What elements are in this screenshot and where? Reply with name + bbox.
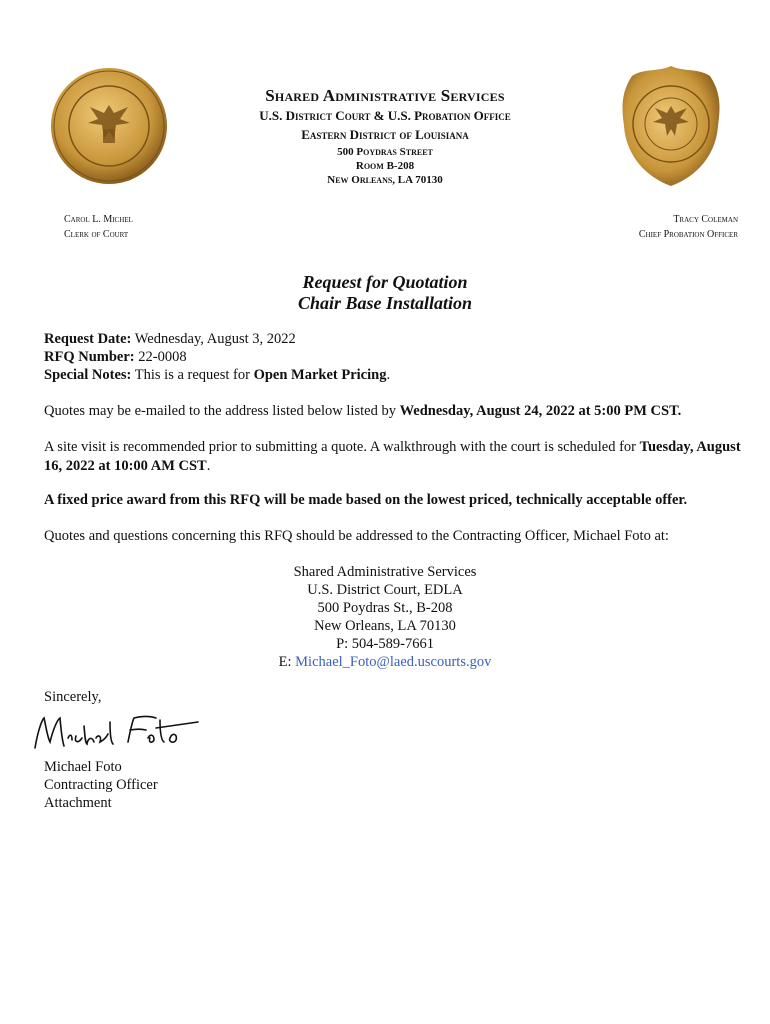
email-label: E: xyxy=(278,654,292,670)
title-line-1: Request for Quotation xyxy=(302,272,468,292)
probation-officer-title: Chief Probation Officer xyxy=(638,229,738,240)
email-link[interactable]: Michael_Foto@laed.uscourts.gov xyxy=(295,654,492,670)
signer-title: Contracting Officer xyxy=(44,777,158,793)
header-district: Eastern District of Louisiana xyxy=(301,127,469,142)
request-date-value: Wednesday, August 3, 2022 xyxy=(134,331,296,347)
header-room: Room B-208 xyxy=(355,160,415,172)
salutation: Sincerely, xyxy=(44,689,102,705)
site-visit-date: Tuesday, August 16, 2022 at 10:00 AM CST xyxy=(44,439,741,474)
probation-officer-block xyxy=(639,212,738,242)
request-date-label: Request Date: xyxy=(44,331,132,347)
handwritten-signature xyxy=(30,708,200,758)
award-paragraph xyxy=(44,491,744,510)
address-line-2: U.S. District Court, EDLA xyxy=(307,582,463,598)
rfq-number-value: 22-0008 xyxy=(138,349,187,365)
special-notes-field xyxy=(44,366,390,384)
request-date-field xyxy=(44,330,296,348)
header-court-office: U.S. District Court & U.S. Probation Office xyxy=(259,108,511,123)
site-visit-paragraph xyxy=(44,438,744,476)
clerk-block xyxy=(64,212,133,242)
signer-name: Michael Foto xyxy=(44,759,122,775)
address-line-1: Shared Administrative Services xyxy=(293,564,477,580)
probation-officer-name: Tracy Coleman xyxy=(673,214,738,225)
contracting-address-block xyxy=(0,563,770,671)
site-visit-suffix: . xyxy=(206,458,211,474)
special-notes-prefix: This is a request for xyxy=(134,367,250,383)
address-phone: P: 504-589-7661 xyxy=(336,636,434,652)
title-line-2: Chair Base Installation xyxy=(297,293,473,313)
contact-paragraph xyxy=(44,527,744,546)
special-notes-suffix: . xyxy=(386,367,391,383)
document-title xyxy=(0,272,770,314)
rfq-number-field xyxy=(44,348,187,366)
clerk-name: Carol L. Michel xyxy=(64,214,133,225)
clerk-title: Clerk of Court xyxy=(64,229,129,240)
contact-text: Quotes and questions concerning this RFQ should be addressed to the Contracting Officer, Michael Foto at: xyxy=(44,528,669,544)
header-street: 500 Poydras Street xyxy=(337,146,433,158)
header-city: New Orleans, LA 70130 xyxy=(327,174,443,186)
award-text: A fixed price award from this RFQ will be made based on the lowest priced, technically acceptable offer. xyxy=(44,492,688,508)
address-line-4: New Orleans, LA 70130 xyxy=(314,618,456,634)
special-notes-label: Special Notes: xyxy=(44,367,132,383)
deadline-date: Wednesday, August 24, 2022 at 5:00 PM CST. xyxy=(399,403,682,419)
special-notes-bold: Open Market Pricing xyxy=(253,367,387,383)
rfq-number-label: RFQ Number: xyxy=(44,349,135,365)
deadline-paragraph xyxy=(44,402,744,421)
site-visit-text: A site visit is recommended prior to submitting a quote. A walkthrough with the court is scheduled for xyxy=(44,439,636,455)
address-email-line xyxy=(0,653,770,671)
address-line-3: 500 Poydras St., B-208 xyxy=(317,600,453,616)
attachment-note: Attachment xyxy=(44,795,112,811)
deadline-text: Quotes may be e-mailed to the address listed below listed by xyxy=(44,403,396,419)
organization-name: Shared Administrative Services xyxy=(265,86,505,105)
